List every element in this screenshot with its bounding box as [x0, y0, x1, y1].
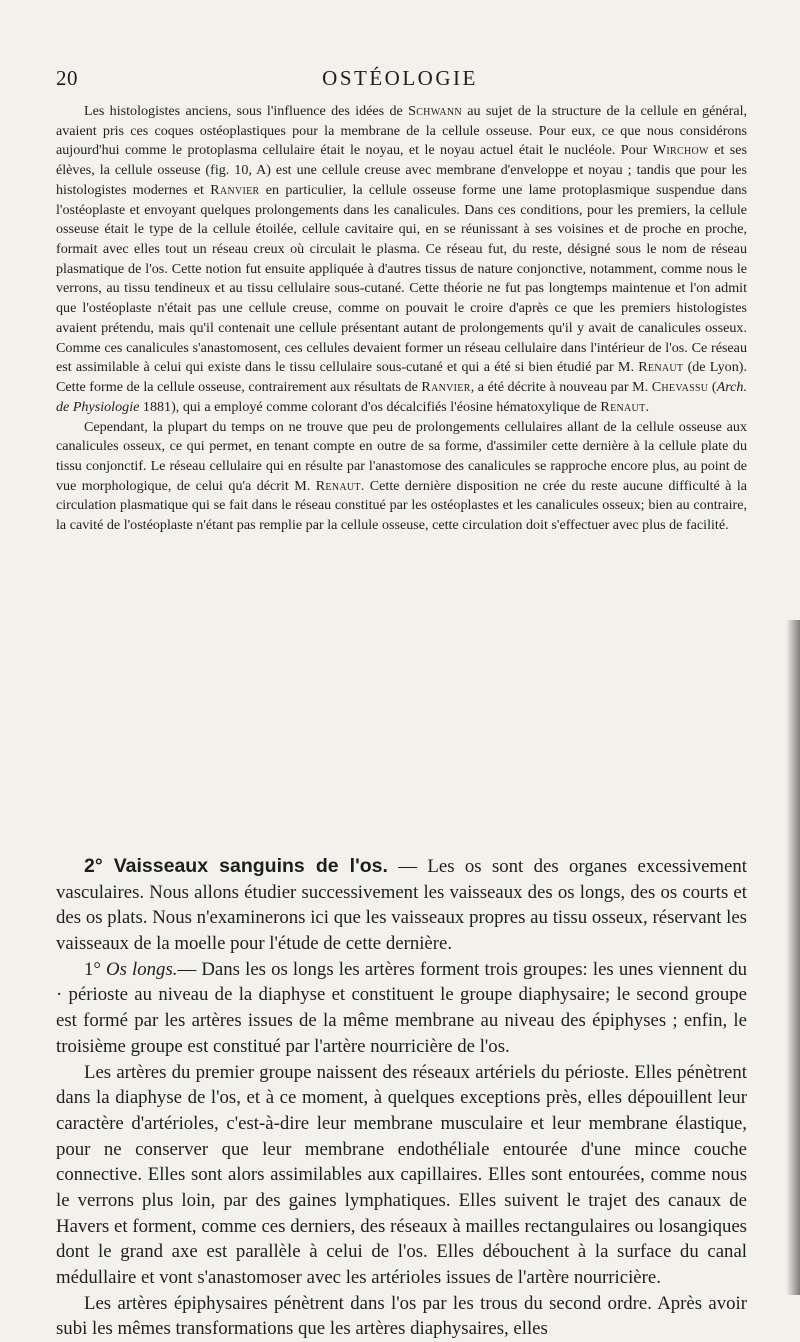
paragraph-diaphyseal-arteries: Les artères du premier groupe naissent des réseaux artériels du périoste. Elles pénètrent dans la diaphyse de l'os, et à ce moment, à quelques exceptions près, elles dépouillent leur caractère d'artérioles, c'est-à-dire leur membrane musculaire et leur membrane élastique, pour ne conserver que leur membrane endothéliale entourée d'une mince couche connective. Elles sont alors assimilables aux capillaires. Elles sont entourées, comme nous le verrons plus loin, par des gaines lymphatiques. Elles suivent le trajet des canaux de Havers et forment, comme ces derniers, des réseaux à mailles rectangulaires ou losangiques dont le grand axe est parallèle à celui de l'os. Elles débouchent à la surface du canal médullaire et vont s'anastomoser avec les artérioles issues de l'artère nourricière. — [56, 1061, 747, 1288]
author-name: Ranvier — [421, 379, 471, 396]
author-name: Chevassu — [651, 379, 709, 396]
paragraph-cell-theories: Les histologistes anciens, sous l'influence des idées de Schwann au sujet de la structure de la cellule en général, avaient pris ces coques ostéoplastiques pour la membrane de la cellule osseuse. Pour eux, ce que nous considérons aujourd'hui comme le protoplasma cellulaire était le noyau, et le noyau actuel était le nucléole. Pour Wirchow et ses élèves, la cellule osseuse (fig. 10, A) est une cellule creuse avec membrane d'enveloppe et noyau ; tandis que pour les histologistes modernes et Ranvier en particulier, la cellule osseuse forme une lame protoplasmique suspendue dans l'ostéoplaste et envoyant quelques prolongements dans les canalicules. Dans ces conditions, pour les premiers, la cellule osseuse était le type de la cellule étoilée, cellule cavitaire qui, en se réunissant à ses voisines et de proche en proche, formait avec elles tout un réseau creux où circulait le plasma. Ce réseau fut, du reste, désigné sous le nom de réseau plasmatique de l'os. Cette notion fut ensuite appliquée à d'autres tissus de nature conjonctive, notamment, comme nous le verrons, au tissu tendineux et au tissu cellulaire sous-cutané. Cette théorie ne fut pas longtemps maintenue et l'on admit que l'ostéoplaste n'était pas une cellule creuse, comme on pouvait le croire d'après ce que les premiers histologistes avaient prétendu, mais qu'il contenait une cellule présentant autant de prolongements qu'il y avait de canalicules osseux. Comme ces canalicules s'anastomosent, ces cellules devaient former un réseau cellulaire dans l'intérieur de l'os. Ce réseau est assimilable à celui qui existe dans le tissu cellulaire sous-cutané et qui a été si bien étudié par M. Renaut (de Lyon). Cette forme de la cellule osseuse, contrairement aux résultats de Ranvier, a été décrite à nouveau par M. Chevassu (Arch. de Physiologie 1881), qui a employé comme colorant d'os décalcifiés l'éosine hématoxylique de Renaut. — [56, 103, 748, 415]
subsection-number: 1° — [84, 958, 107, 980]
author-name: Schwann — [408, 103, 462, 119]
main-text — [56, 854, 747, 1342]
journal-citation: Arch. de Physiologie — [56, 379, 747, 415]
subsection-long-bones: 1° Os longs.— Dans les os longs les artères forment trois groupes: les unes viennent du · périoste au niveau de la diaphyse et constituent le groupe diaphysaire; le second groupe est formé par les artères issues de la même membrane au niveau des épiphyses ; enfin, le troisième groupe est constitué par l'artère nourricière de l'os. — [56, 958, 747, 1057]
page-number: 20 — [56, 66, 78, 90]
author-name: Renaut — [315, 477, 361, 494]
paragraph-cell-prolongations: Cependant, la plupart du temps on ne trouve que peu de prolongements cellulaires allant de la cellule osseuse aux canalicules osseux, ce qui permet, en tenant compte en outre de sa forme, d'assimiler cette dernière à la cellule plate du tissu conjonctif. Le réseau cellulaire qui en résulte par l'anastomose des canalicules se rapproche encore plus, au point de vue morphologique, de celui qu'a décrit M. Renaut. Cette dernière disposition ne crée du reste aucune difficulté à la circulation plasmatique qui se fait dans le réseau constitué par les ostéoplastes et les canalicules osseux; bien au contraire, la cavité de l'ostéoplaste n'étant pas remplie par la cellule osseuse, cette circulation doit s'effectuer avec plus de facilité. — [56, 418, 748, 534]
author-name: Renaut — [600, 398, 646, 415]
scan-edge-shadow — [786, 620, 800, 1295]
section-heading: 2° Vaisseaux sanguins de l'os. — [84, 855, 388, 877]
page-header — [56, 66, 744, 92]
small-print-text — [56, 102, 747, 536]
author-name: Ranvier — [210, 181, 260, 198]
author-name: Wirchow — [652, 142, 709, 159]
running-title: OSTÉOLOGIE — [322, 66, 478, 90]
author-name: Renaut — [638, 359, 684, 376]
section-blood-vessels: 2° Vaisseaux sanguins de l'os. — Les os sont des organes excessivement vasculaires. Nous allons étudier successivement les vaisseaux des os longs, des os courts et des os plats. Nous n'examinerons ici que les vaisseaux propres au tissu osseux, réservant les vaisseaux de la moelle pour l'étude de cette dernière. — [56, 855, 747, 955]
paragraph-epiphyseal-arteries: Les artères épiphysaires pénètrent dans l'os par les trous du second ordre. Après avoir subi les mêmes transformations que les artères diaphysaires, elles — [56, 1292, 747, 1340]
subsection-title: Os longs. — [106, 958, 178, 980]
